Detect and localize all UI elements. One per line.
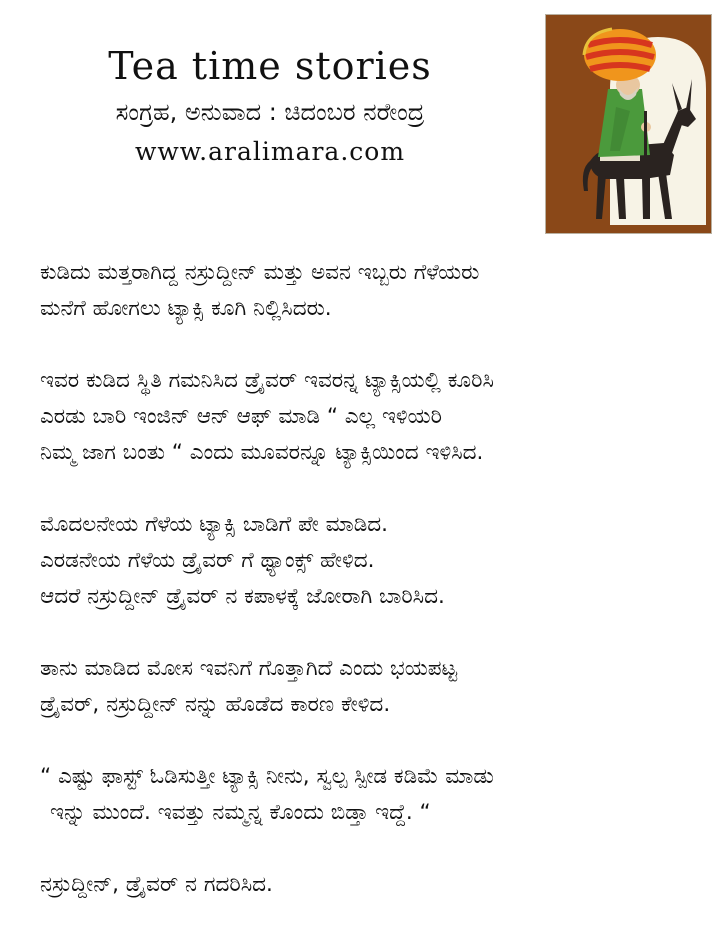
story-line: ಎರಡು ಬಾರಿ ಇಂಜಿನ್ ಆನ್ ಆಫ್ ಮಾಡಿ “ ಎಲ್ಲ ಇಳಿಯರಿ (40, 404, 443, 429)
story-paragraph (40, 651, 710, 723)
story-line: ಇನ್ನು ಮುಂದೆ. ಇವತ್ತು ನಮ್ಮನ್ನ ಕೊಂದು ಬಿಡ್ತಾ ಇದ್ದೆ. “ (50, 800, 431, 825)
page-title: Tea time stories (108, 44, 432, 88)
story-paragraph (40, 363, 710, 471)
story-line: ಇವರ ಕುಡಿದ ಸ್ಥಿತಿ ಗಮನಿಸಿದ ಡ್ರೈವರ್ ಇವರನ್ನ ಟ್ಯಾಕ್ಸಿಯಲ್ಲಿ ಕೂರಿಸಿ (40, 368, 494, 393)
story-line: ನಿಮ್ಮ ಜಾಗ ಬಂತು “ ಎಂದು ಮೂವರನ್ನೂ ಟ್ಯಾಕ್ಸಿಯಿಂದ ಇಳಿಸಿದ. (40, 440, 484, 465)
nasruddin-on-donkey-icon (545, 14, 712, 234)
story-line: “ ಎಷ್ಟು ಫಾಸ್ಟ್ ಓಡಿಸುತ್ತೀ ಟ್ಯಾಕ್ಸಿ ನೀನು, ಸ್ವಲ್ಪ ಸ್ಪೀಡ ಕಡಿಮೆ ಮಾಡು (40, 764, 494, 789)
story-line: ನಸ್ರುದ್ದೀನ್, ಡ್ರೈವರ್ ನ ಗದರಿಸಿದ. (40, 872, 273, 897)
story-line: ಮೊದಲನೇಯ ಗೆಳೆಯ ಟ್ಯಾಕ್ಸಿ ಬಾಡಿಗೆ ಪೇ ಮಾಡಿದ. (40, 512, 388, 537)
story-line: ಎರಡನೇಯ ಗೆಳೆಯ ಡ್ರೈವರ್ ಗೆ ಥ್ಯಾಂಕ್ಸ್ ಹೇಳಿದ. (40, 548, 375, 573)
story-line: ಕುಡಿದು ಮತ್ತರಾಗಿದ್ದ ನಸ್ರುದ್ದೀನ್ ಮತ್ತು ಅವನ ಇಬ್ಬರು ಗೆಳೆಯರು (40, 260, 480, 285)
page-subtitle: ಸಂಗ್ರಹ, ಅನುವಾದ : ಚಿದಂಬರ ನರೇಂದ್ರ (115, 98, 425, 126)
story-line: ಮನೆಗೆ ಹೋಗಲು ಟ್ಯಾಕ್ಸಿ ಕೂಗಿ ನಿಲ್ಲಿಸಿದರು. (40, 296, 332, 321)
story-paragraph (40, 507, 710, 615)
header (0, 40, 540, 172)
story-paragraph (40, 867, 710, 903)
story-body (40, 255, 710, 939)
story-line: ಆದರೆ ನಸ್ರುದ್ದೀನ್ ಡ್ರೈವರ್ ನ ಕಪಾಳಕ್ಕೆ ಜೋರಾಗಿ ಬಾರಿಸಿದ. (40, 584, 445, 609)
site-url: www.aralimara.com (134, 137, 406, 166)
story-line: ತಾನು ಮಾಡಿದ ಮೋಸ ಇವನಿಗೆ ಗೊತ್ತಾಗಿದೆ ಎಂದು ಭಯಪಟ್ಟ (40, 656, 458, 681)
story-paragraph (40, 759, 710, 831)
story-paragraph (40, 255, 710, 327)
story-line: ಡ್ರೈವರ್, ನಸ್ರುದ್ದೀನ್ ನನ್ನು ಹೊಡೆದ ಕಾರಣ ಕೇಳಿದ. (40, 692, 391, 717)
